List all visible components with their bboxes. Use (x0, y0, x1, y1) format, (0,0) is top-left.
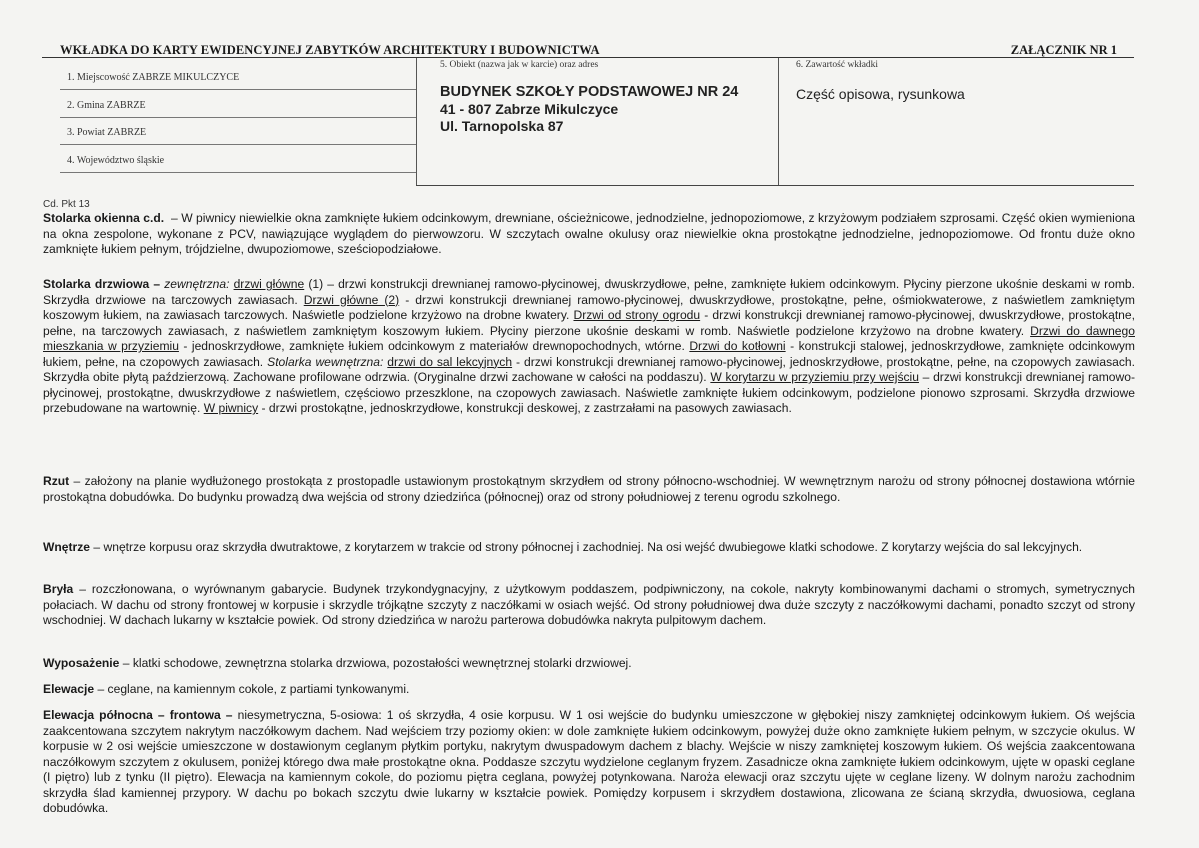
paragraph-plan: Rzut – założony na planie wydłużonego prostokąta z prostopadle ustawionym prostokątnym skrzydłem od strony północno-wschodniej. W wewnętrznym narożu od strony północnej dostawiona wtórnie prostokątna dobudówka. Do budynku prowadzą dwa wejścia od strony dziedzińca (północnej) oraz od strony południowej z terenu ogrodu szkolnego. (43, 474, 1135, 504)
heading-elevations: Elewacje (43, 682, 95, 696)
field-object-label: 5. Obiekt (nazwa jak w karcie) oraz adres (440, 60, 599, 70)
heading-interior: Wnętrze (43, 540, 91, 554)
field-object-value (440, 84, 738, 135)
grid-divider-right (778, 58, 779, 186)
text-window-joinery: – W piwnicy niewielkie okna zamknięte łukiem odcinkowym, drewniane, ościeżnicowe, jednodzielne, jednopoziomowe, z krzyżowym podziałem szprosami. Część okien wymieniona na okna zespolone, wykonane z PCV, nawiązujące wyglądem do pierwowzoru. W szczytach owalne okulusy oraz niewielkie okna prostokątne jednodzielne, jednopoziomowe. Od frontu duże okno zamknięte łukiem pełnym, trójdzielne, dwupoziomowe, sześciopodziałowe. (43, 211, 1135, 256)
object-street: Ul. Tarnopolska 87 (440, 118, 564, 134)
form-bottom-rule (416, 185, 1134, 186)
field-rule-4 (60, 172, 416, 173)
object-postal-address: 41 - 807 Zabrze Mikulczyce (440, 101, 619, 117)
annex-label: ZAŁĄCZNIK NR 1 (1010, 43, 1117, 57)
field-locality: 1. Miejscowość ZABRZE MIKULCZYCE (67, 72, 240, 83)
heading-north-elevation: Elewacja północna – frontowa – (43, 708, 233, 722)
paragraph-north-elevation: Elewacja północna – frontowa – niesymetryczna, 5-osiowa: 1 oś skrzydła, 4 osie korpusu. W 1 osi wejście do budynku umieszczone w głębokiej niszy zamkniętej odcinkowym łukiem. Oś wejścia zaakcentowana szczytem nakrytym naczółkowym dachem. Nad wejściem trzy poziomy okien: w dole zamknięte łukiem odcinkowym, powyżej duże okno zamknięte łukiem pełnym, w szczycie okulus. W korpusie w 2 osi wejście umieszczone w dostawionym ceglanym płytkim portyku, nakrytym dwuspadowym dachem z blachy. Wejście w niszy zamkniętej koszowym łukiem. Oś wejścia zaakcentowana naczółkowym szczytem z okulusem, poniżej którego dwa małe prostokątne okna. Poddasze szczytu wydzielone ceglanym fryzem. Zasadnicze okna zamknięte łukiem odcinkowym, ujęte w opaski ceglane (I piętro) lub z tynku (II piętro). Elewacja na kamiennym cokole, do poziomu piętra ceglana, powyżej potynkowana. Naroża elewacji oraz szczytu ujęte w ceglane lizeny. W dolnym narożu zachodnim skrzydła ślad kamiennej przypory. W dachu po bokach szczytu dwie lukarny w kształcie powiek. Pomiędzy korpusem i skrzydłem dostawiona, zlicowana ze ścianą skrzydła, dwuosiowa, ceglana dobudówka. (43, 708, 1136, 815)
heading-plan: Rzut (43, 474, 70, 488)
field-voivodeship: 4. Województwo śląskie (67, 155, 165, 166)
field-municipality: 2. Gmina ZABRZE (67, 100, 146, 111)
field-rule-1 (60, 89, 416, 90)
object-name: BUDYNEK SZKOŁY PODSTAWOWEJ NR 24 (440, 84, 739, 100)
field-rule-2 (60, 117, 416, 118)
field-contents-value: Część opisowa, rysunkowa (796, 86, 965, 102)
paragraph-elevations: Elewacje – ceglane, na kamiennym cokole, z partiami tynkowanymi. (43, 682, 410, 696)
heading-window-joinery: Stolarka okienna c.d. (43, 211, 165, 225)
heading-massing: Bryła (43, 582, 74, 596)
field-contents-label: 6. Zawartość wkładki (796, 60, 879, 70)
heading-door-joinery: Stolarka drzwiowa – (43, 277, 161, 291)
field-county: 3. Powiat ZABRZE (67, 127, 147, 138)
paragraph-door-joinery: Stolarka drzwiowa – zewnętrzna: drzwi główne (1) – drzwi konstrukcji drewnianej ramowo-płycinowej, dwuskrzydłowe, pełne, zamknięte łukiem odcinkowym. Płyciny pierzone ukośnie deskami w romb. Skrzydła drzwiowe na tarczowych zawiasach. Drzwi główne (2) - drzwi konstrukcji drewnianej ramowo-płycinowej, dwuskrzydłowe, prostokątne, pełne, ośmiokwaterowe, z naświetlem zamkniętym koszowym łukiem, na zawiasach tarczowych. Naświetle podzielone krzyżowo na drobne kwatery. Drzwi od strony ogrodu - drzwi konstrukcji drewnianej ramowo-płycinowej, dwuskrzydłowe, prostokątne, pełne, na tarczowych zawiasach, z naświetlem zamkniętym koszowym łukiem. Płyciny pierzone ukośnie deskami w romb. Naświetle podzielone krzyżowo na drobne kwatery. Drzwi do dawnego mieszkania w przyziemiu - jednoskrzydłowe, zamknięte łukiem odcinkowym z materiałów drewnopochodnych, wtórne. Drzwi do kotłowni - konstrukcji stalowej, jednoskrzydłowe, zamknięte odcinkowym łukiem, pełne, na czopowych zawiasach. Stolarka wewnętrzna: drzwi do sal lekcyjnych - drzwi konstrukcji drewnianej ramowo-płycinowej, jednoskrzydłowe, prostokątne, pełne, na czopowych zawiasach. Skrzydła obite płytą paździerzową. Zachowane profilowane odrzwia. (Oryginalne drzwi zachowane w całości na poddaszu). W korytarzu w przyziemiu przy wejściu – drzwi konstrukcji drewnianej ramowo-płycinowej, prostokątne, dwuskrzydłowe z naświetlem, częściowo przeszklone, na czopowych zawiasach. Naświetle zamknięte łukiem odcinkowym, podzielone pionowo szprosami. Skrzydła drzwiowe przebudowane na wartownię. W piwnicy - drzwi prostokątne, jednoskrzydłowe, konstrukcji deskowej, z zastrzałami na pasowych zawiasach. (43, 277, 1136, 415)
paragraph-window-joinery (43, 211, 1135, 258)
heading-equipment: Wyposażenie (43, 656, 120, 670)
paragraph-massing: Bryła – rozczłonowana, o wyrównanym gabarycie. Budynek trzykondygnacyjny, z użytkowym poddaszem, podpiwniczony, na cokole, nakryty kombinowanymi dachami o stromych, symetrycznych połaciach. W dachu od strony frontowej w korpusie i skrzydle trójkątne szczyty z naczółkami w osiach wejść. Od strony południowej dwa duże szczyty z naczółkowymi dachami, ponadto szczyt od strony wschodniej. W dachach lukarny w kształcie powiek. Od strony dziedzińca w narożu parterowa dobudówka nakryta pulpitowym dachem. (43, 582, 1135, 627)
grid-divider-left (416, 58, 417, 186)
header-rule (42, 57, 1134, 58)
paragraph-equipment: Wyposażenie – klatki schodowe, zewnętrzna stolarka drzwiowa, pozostałości wewnętrznej stolarki drzwiowej. (43, 656, 632, 670)
paragraph-interior: Wnętrze – wnętrze korpusu oraz skrzydła dwutraktowe, z korytarzem w trakcie od strony północnej i zachodniej. Na osi wejść dwubiegowe klatki schodowe. Z korytarzy wejścia do sal lekcyjnych. (43, 540, 1083, 554)
continuation-note: Cd. Pkt 13 (43, 199, 90, 210)
field-rule-3 (60, 144, 416, 145)
form-title: WKŁADKA DO KARTY EWIDENCYJNEJ ZABYTKÓW ARCHITEKTURY I BUDOWNICTWA (60, 43, 600, 57)
